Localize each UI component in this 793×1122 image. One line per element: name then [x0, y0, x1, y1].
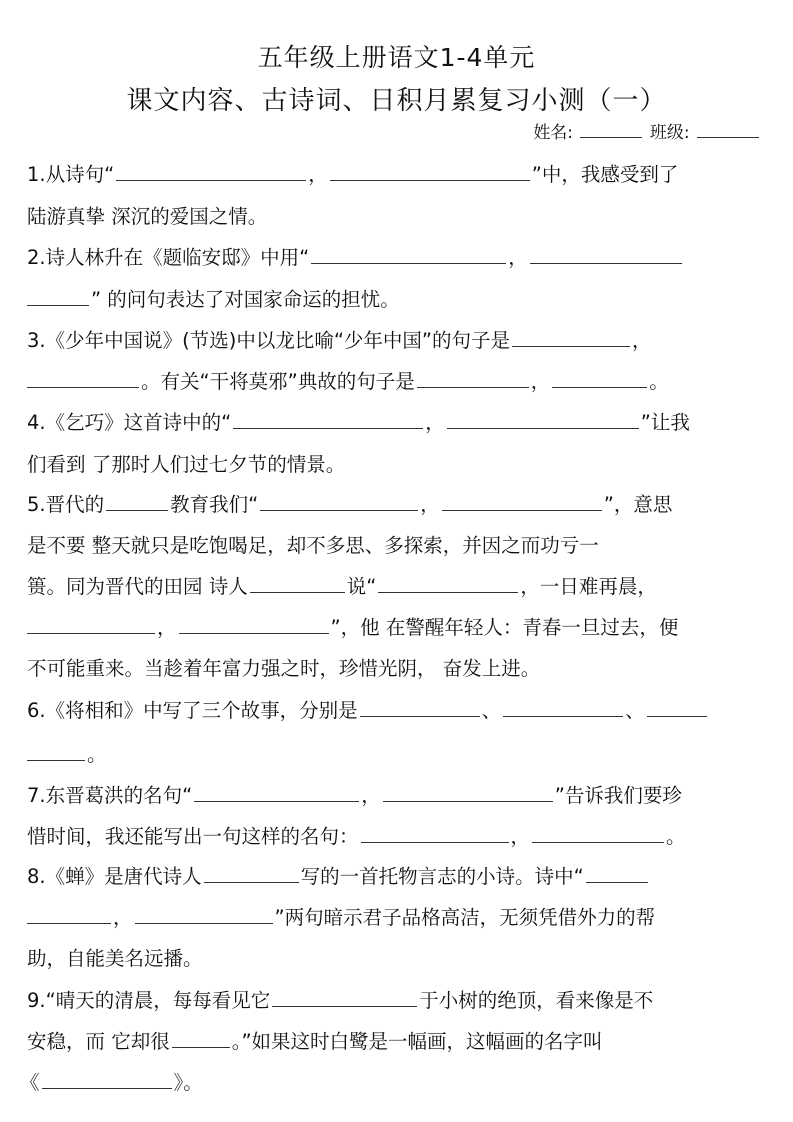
question-6-line-2: 。: [27, 740, 772, 770]
question-4-line-2: 们看到 了那时人们过七夕节的情景。: [27, 453, 346, 476]
q6-blank-2[interactable]: [503, 696, 623, 717]
q1-blank-2[interactable]: [330, 160, 530, 181]
question-8-line-2: ， ”两句暗示君子品格高洁，无须凭借外力的帮: [27, 903, 772, 933]
q3-blank-4[interactable]: [552, 367, 647, 388]
student-info: [533, 118, 761, 143]
q5-blank-5[interactable]: [378, 572, 518, 593]
q3-blank-2[interactable]: [27, 367, 139, 388]
q9-blank-2[interactable]: [172, 1027, 230, 1048]
question-8-line-1: 8.《蝉》是唐代诗人 写的一首托物言志的小诗。诗中“: [27, 862, 772, 892]
question-5-line-3: 篑。同为晋代的田园 诗人 说“ ，一日难再晨，: [27, 572, 772, 602]
name-label: 姓名:: [533, 123, 574, 143]
question-6-line-1: 6.《将相和》中写了三个故事，分别是 、 、: [27, 696, 772, 726]
q5-blank-7[interactable]: [179, 613, 329, 634]
q4-blank-2[interactable]: [447, 408, 639, 429]
question-3-line-1: 3.《少年中国说》(节选)中以龙比喻“少年中国”的句子是 ，: [27, 326, 772, 356]
q9-blank-1[interactable]: [272, 986, 417, 1007]
question-2-line-1: 2.诗人林升在《题临安邸》中用“ ，: [27, 243, 772, 273]
q7-blank-2[interactable]: [383, 781, 553, 802]
question-7-line-1: 7.东晋葛洪的名句“ ， ”告诉我们要珍: [27, 781, 772, 811]
title-line-2: 课文内容、古诗词、日积月累复习小测（一）: [126, 86, 667, 116]
question-5-line-2: 是不要 整天就只是吃饱喝足，却不多思、多探索，并因之而功亏一: [27, 534, 599, 557]
q5-blank-2[interactable]: [260, 490, 418, 511]
q8-blank-1[interactable]: [204, 862, 299, 883]
q2-blank-1[interactable]: [311, 243, 506, 264]
q2-blank-2[interactable]: [530, 243, 682, 264]
q6-blank-1[interactable]: [360, 696, 480, 717]
question-1-line-2: 陆游真挚 深沉的爱国之情。: [27, 205, 268, 228]
q1-blank-1[interactable]: [116, 160, 306, 181]
q5-blank-1[interactable]: [106, 490, 168, 511]
question-7-line-2: 惜时间，我还能写出一句这样的名句： ， 。: [27, 822, 772, 852]
q7-blank-3[interactable]: [361, 822, 509, 843]
q8-blank-2[interactable]: [586, 862, 648, 883]
q7-blank-1[interactable]: [194, 781, 359, 802]
q5-blank-4[interactable]: [250, 572, 345, 593]
question-2-line-2: ” 的问句表达了对国家命运的担忧。: [27, 285, 772, 315]
class-label: 班级:: [649, 123, 690, 143]
q6-blank-3[interactable]: [647, 696, 707, 717]
question-8-line-3: 助，自能美名远播。: [27, 947, 203, 970]
q3-blank-1[interactable]: [512, 326, 630, 347]
class-field[interactable]: [697, 123, 759, 138]
question-9-line-1: 9.“晴天的清晨，每每看见它 于小树的绝顶，看来像是不: [27, 986, 772, 1016]
title-line-1: 五年级上册语文1-4单元: [257, 43, 536, 72]
q9-blank-3[interactable]: [42, 1068, 172, 1089]
name-field[interactable]: [580, 123, 642, 138]
question-9-line-2: 安稳，而 它却很 。”如果这时白鹭是一幅画，这幅画的名字叫: [27, 1027, 772, 1057]
question-5-line-4: ， ”，他 在警醒年轻人：青春一旦过去，便: [27, 613, 772, 643]
q3-blank-3[interactable]: [417, 367, 529, 388]
question-5-line-5: 不可能重来。当趁着年富力强之时，珍惜光阴， 奋发上进。: [27, 657, 541, 680]
question-9-line-3: 《 》。: [20, 1068, 765, 1098]
q6-blank-3-cont[interactable]: [27, 740, 85, 761]
question-3-line-2: 。有关“干将莫邪”典故的句子是 ， 。: [27, 367, 772, 397]
question-1-line-1: 1.从诗句“ ， ”中，我感受到了: [27, 160, 772, 190]
q5-blank-3[interactable]: [442, 490, 602, 511]
q4-blank-1[interactable]: [233, 408, 423, 429]
q8-blank-3[interactable]: [135, 903, 273, 924]
q8-blank-2-cont[interactable]: [27, 903, 111, 924]
q7-blank-4[interactable]: [532, 822, 664, 843]
q2-blank-2-cont[interactable]: [27, 285, 89, 306]
q5-blank-6[interactable]: [27, 613, 155, 634]
question-5-line-1: 5.晋代的 教育我们“ ， ”，意思: [27, 490, 772, 520]
question-4-line-1: 4.《乞巧》这首诗中的“ ， ”让我: [27, 408, 772, 438]
